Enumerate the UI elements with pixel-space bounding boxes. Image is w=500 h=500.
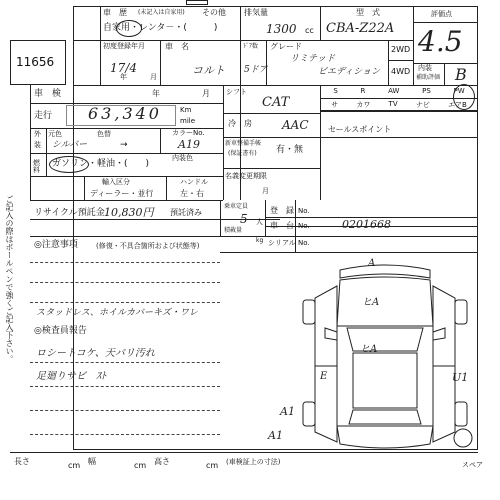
rating-value: 4.5 <box>418 25 463 58</box>
doors-value: 5ドア <box>244 65 268 75</box>
divider <box>220 200 221 236</box>
ac-value: AAC <box>282 118 309 132</box>
first-reg-label: 初度登録年月 <box>103 42 145 50</box>
inspector-line-2: 足廻りサビ ｽﾄ <box>36 371 106 382</box>
damage-mark-roof: ヒA <box>360 344 378 355</box>
divider <box>220 252 478 253</box>
divider <box>413 22 478 23</box>
first-reg-value: 17/4 <box>110 61 137 75</box>
car-diagram <box>295 256 475 456</box>
reg-no-no: No. <box>298 207 310 215</box>
grade-value-1: リミテッド <box>290 54 336 64</box>
shift-label: シフト <box>226 88 247 96</box>
divider <box>223 113 320 114</box>
grade-label: グレード <box>270 42 302 51</box>
shift-value: CAT <box>262 95 290 110</box>
interior-label: 内装 <box>418 64 432 72</box>
load-label: 積載量 <box>224 227 243 234</box>
recycle-label: リサイクル預託金 <box>34 208 105 218</box>
int-color-label: 内装色 <box>172 154 193 162</box>
damage-mark-right: U1 <box>452 371 469 384</box>
divider <box>320 111 478 112</box>
rule <box>30 410 220 411</box>
car-name-value: コルト <box>192 64 225 77</box>
divider <box>223 137 478 138</box>
handle-value: 左・右 <box>180 189 204 198</box>
side-note: ご記入の際はボールペンで強くご記入下さい。 <box>5 195 14 363</box>
damage-mark-left-rear-2: A1 <box>280 405 295 418</box>
rule <box>30 386 220 387</box>
lot-number: 11656 <box>16 55 55 69</box>
option-code: PW <box>453 87 465 95</box>
import-label: 輸入区分 <box>102 178 130 186</box>
option-circle <box>453 84 475 110</box>
option-code: ナビ <box>415 101 430 109</box>
top-tab <box>186 0 208 5</box>
serial-no: No. <box>298 239 310 247</box>
divider <box>388 60 413 61</box>
mileage-unit2: mile <box>180 117 196 125</box>
fuel-label: 燃料 <box>33 159 40 174</box>
divider <box>30 153 223 154</box>
capacity-value: 5 <box>240 212 248 226</box>
displacement-value: 1300 <box>266 22 297 36</box>
color-arrow: → <box>120 140 128 150</box>
divider <box>265 200 266 236</box>
chassis-value: 0201668 <box>342 218 391 231</box>
fuel-value: ガソリン・軽油・( ) <box>52 159 150 169</box>
option-code: R <box>360 87 366 95</box>
recycle-status: 預託済み <box>170 208 202 217</box>
length-label: 長さ <box>14 457 30 466</box>
option-code: カワ <box>356 101 371 109</box>
displacement-unit: cc <box>305 26 314 35</box>
import-value: ディーラー・並行 <box>90 189 154 198</box>
inspector-line-1: ロシートコケ、天バリ汚れ <box>36 348 155 359</box>
handle-label: ハンドル <box>180 178 208 186</box>
option-code: S <box>333 87 338 95</box>
rule <box>30 302 220 303</box>
divider <box>30 200 223 201</box>
height-unit: cm <box>206 461 219 470</box>
interior-value: B <box>455 65 467 84</box>
color-value: シルバー <box>52 140 88 150</box>
ac-label: 冷 房 <box>228 119 252 128</box>
caution-text: スタッドレス、ホイルカバーキズ・ワレ <box>36 308 198 318</box>
grade-value-2: ビエディション <box>318 67 381 77</box>
damage-mark-left-rear: A1 <box>268 429 283 442</box>
divider <box>30 236 478 237</box>
name-change-label: 名義変更期限 <box>225 172 267 180</box>
option-code: エアB <box>448 101 467 109</box>
height-label: 高さ <box>154 457 170 466</box>
doors-label: ﾄﾞｱ数 <box>243 43 259 50</box>
divider <box>320 6 321 40</box>
option-code: AW <box>388 87 400 95</box>
color-no-value: A19 <box>178 138 200 151</box>
spare-label: スペア <box>462 461 483 469</box>
divider <box>73 40 413 41</box>
chassis-no: No. <box>298 222 310 230</box>
displacement-label: 排気量 <box>244 8 268 17</box>
divider <box>413 6 414 85</box>
recycle-value: 10,830円 <box>104 206 154 219</box>
length-unit: cm <box>68 461 81 470</box>
divider <box>223 168 320 169</box>
divider <box>100 6 101 85</box>
mileage-label: 走行 <box>34 111 53 121</box>
divider <box>160 128 161 153</box>
interior-sub: 補助評価 <box>416 74 441 81</box>
warranty-sub: (保証書有) <box>228 150 257 157</box>
rule <box>30 282 220 283</box>
damage-mark-left-side: E <box>320 371 328 382</box>
serial-label: シリアル <box>268 239 296 247</box>
first-reg-year: 年 <box>120 73 127 81</box>
history-options: (未記入は自家用) <box>138 9 185 16</box>
history-value: 自家用・レンタ－・( ) <box>103 23 218 33</box>
capacity-label: 乗車定員 <box>224 203 249 210</box>
history-circle <box>116 20 142 37</box>
shaken-year: 年 <box>152 89 160 98</box>
divider <box>84 176 85 200</box>
first-reg-month: 月 <box>150 73 157 81</box>
color-no-label: カラーNo. <box>172 129 205 137</box>
model-value: CBA-Z22A <box>326 21 395 36</box>
fuel-circle <box>49 156 89 173</box>
damage-mark-front-window: ヒA <box>362 297 380 308</box>
warranty-value: 有・無 <box>276 145 304 155</box>
option-code: PS <box>422 87 431 95</box>
footer-note: (車検証上の寸法) <box>226 458 281 466</box>
divider <box>30 176 223 177</box>
divider <box>223 85 224 200</box>
divider <box>444 63 445 85</box>
divider <box>10 452 478 453</box>
capacity-unit: 人 <box>256 218 263 226</box>
width-unit: cm <box>134 461 147 470</box>
ext-color-sub: 装 <box>34 141 41 149</box>
inspector-label: ◎検査員報告 <box>34 326 87 336</box>
shaken-month: 月 <box>202 89 210 98</box>
reg-no-label: 登 録 <box>270 206 294 215</box>
option-code: サ <box>331 101 339 109</box>
rule <box>30 362 220 363</box>
option-code: TV <box>388 100 398 108</box>
load-unit: kg <box>256 237 264 244</box>
caution-label: ◎注意事項 <box>34 240 78 250</box>
divider <box>166 176 167 200</box>
ext-color-label: 外 元色 <box>34 130 62 138</box>
car-name-label: 車 名 <box>165 42 189 51</box>
damage-mark-front: A <box>368 258 376 269</box>
name-change-unit: 月 <box>262 187 269 195</box>
divider <box>30 85 31 200</box>
drive-4wd: 4WD <box>391 67 411 76</box>
history-other: その他 <box>202 8 226 17</box>
paint-label: 色替 <box>97 130 111 138</box>
divider <box>240 6 241 85</box>
width-label: 幅 <box>88 457 96 466</box>
rule <box>30 262 220 263</box>
mileage-unit: Km <box>180 106 192 114</box>
selling-point-label: セールスポイント <box>328 125 392 134</box>
drive-2wd: 2WD <box>391 45 411 54</box>
divider <box>266 40 267 85</box>
history-label: 車 歴 <box>103 8 127 17</box>
divider <box>160 40 161 85</box>
shaken-label: 車 検 <box>34 89 62 99</box>
model-label: 型 式 <box>356 8 380 17</box>
rule <box>30 434 220 435</box>
rating-label: 評価点 <box>431 10 452 18</box>
warranty-label: 新車整備手帳 <box>225 140 262 147</box>
chassis-label: 車 台 <box>270 221 294 230</box>
mileage-value: 63,340 <box>88 104 162 123</box>
divider <box>388 40 389 85</box>
caution-sub: (修復・不具合箇所および状態等) <box>96 242 200 250</box>
